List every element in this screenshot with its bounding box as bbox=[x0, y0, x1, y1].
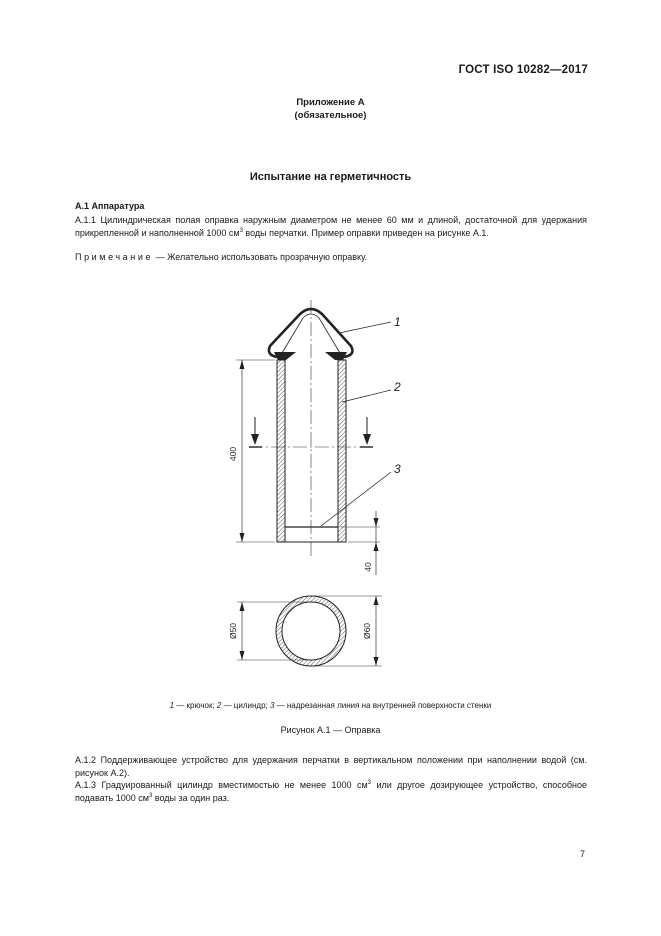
dim-d60-arrow-top bbox=[374, 596, 379, 605]
dim-400-label: 400 bbox=[228, 446, 238, 462]
dim-400-arrow-top bbox=[240, 360, 245, 369]
dim-d50-arrow-top bbox=[240, 602, 245, 611]
paragraph-a-1-2: А.1.2 Поддерживающее устройство для удержания перчатки в вертикальном положении при наполнении водой (см. рисунок А.2). bbox=[75, 755, 587, 778]
figure-legend bbox=[0, 701, 661, 710]
dim-d50-label: Ø50 bbox=[228, 622, 238, 640]
paragraph-a-1-1-text-b: воды перчатки. Пример оправки приведен на рисунке А.1. bbox=[242, 227, 489, 238]
paragraph-a-1-3-text-c: воды за один раз. bbox=[152, 792, 230, 803]
section-arrow-right-head bbox=[363, 434, 371, 445]
paragraph-a-1-3-text-b: или другое дозирующее устройство, способное подавать 1000 см bbox=[75, 780, 588, 803]
legend-num-1: 1 bbox=[169, 701, 175, 710]
callout-3-leader bbox=[321, 472, 391, 526]
figure-caption: Рисунок А.1 — Оправка bbox=[280, 725, 381, 735]
ring-inner bbox=[282, 602, 340, 660]
subsection-heading: А.1 Аппаратура bbox=[75, 201, 145, 211]
legend-text-1: — крючок; bbox=[174, 701, 217, 710]
superscript-3: 3 bbox=[239, 227, 243, 234]
legend-text-3: — надрезанная линия на внутренней поверхности стенки bbox=[274, 701, 492, 710]
dim-40-arrow-bottom bbox=[374, 542, 379, 551]
section-title: Испытание на герметичность bbox=[249, 171, 412, 183]
dim-d50-arrow-bottom bbox=[240, 651, 245, 660]
dim-400-arrow-bottom bbox=[240, 533, 245, 542]
dim-40-arrow-top bbox=[374, 518, 379, 527]
callout-1-leader bbox=[339, 322, 391, 333]
paragraph-a-1-1-text-a: А.1.1 Цилиндрическая полая оправка наружным диаметром не менее 60 мм и длиной, достаточной для удержания прикрепленной и наполненной 1000 см bbox=[75, 215, 587, 238]
callout-2-leader bbox=[342, 390, 391, 402]
legend-text-2: — цилиндр; bbox=[221, 701, 270, 710]
legend-num-2: 2 bbox=[216, 701, 222, 710]
callout-3-label: 3 bbox=[394, 462, 401, 476]
annex-title: Приложение А bbox=[296, 97, 365, 108]
annex-status: (обязательное) bbox=[294, 110, 367, 121]
note-text: — Желательно использовать прозрачную оправку. bbox=[153, 252, 368, 262]
superscript-3: 3 bbox=[367, 780, 372, 786]
hook-left-tab bbox=[274, 352, 296, 360]
legend-num-3: 3 bbox=[269, 701, 275, 710]
cylinder-left-wall bbox=[277, 360, 285, 542]
section-arrow-left-head bbox=[251, 434, 259, 445]
paragraph-a-1-3 bbox=[75, 779, 587, 804]
cylinder-right-wall bbox=[338, 360, 346, 542]
note-label: Примечание bbox=[75, 252, 154, 262]
hook-right-tab bbox=[325, 352, 347, 360]
dim-40-label: 40 bbox=[363, 562, 373, 572]
dim-d60-label: Ø60 bbox=[362, 622, 372, 640]
paragraph-a-1-3-text-a: А.1.3 Градуированный цилиндр вместимостью не менее 1000 см bbox=[75, 780, 368, 790]
page-number: 7 bbox=[579, 849, 585, 859]
callout-2-label: 2 bbox=[394, 380, 401, 394]
dim-d60-arrow-bottom bbox=[374, 657, 379, 666]
superscript-3: 3 bbox=[148, 792, 153, 799]
document-standard-id: ГОСТ ISO 10282—2017 bbox=[458, 64, 588, 76]
callout-1-label: 1 bbox=[394, 315, 401, 329]
